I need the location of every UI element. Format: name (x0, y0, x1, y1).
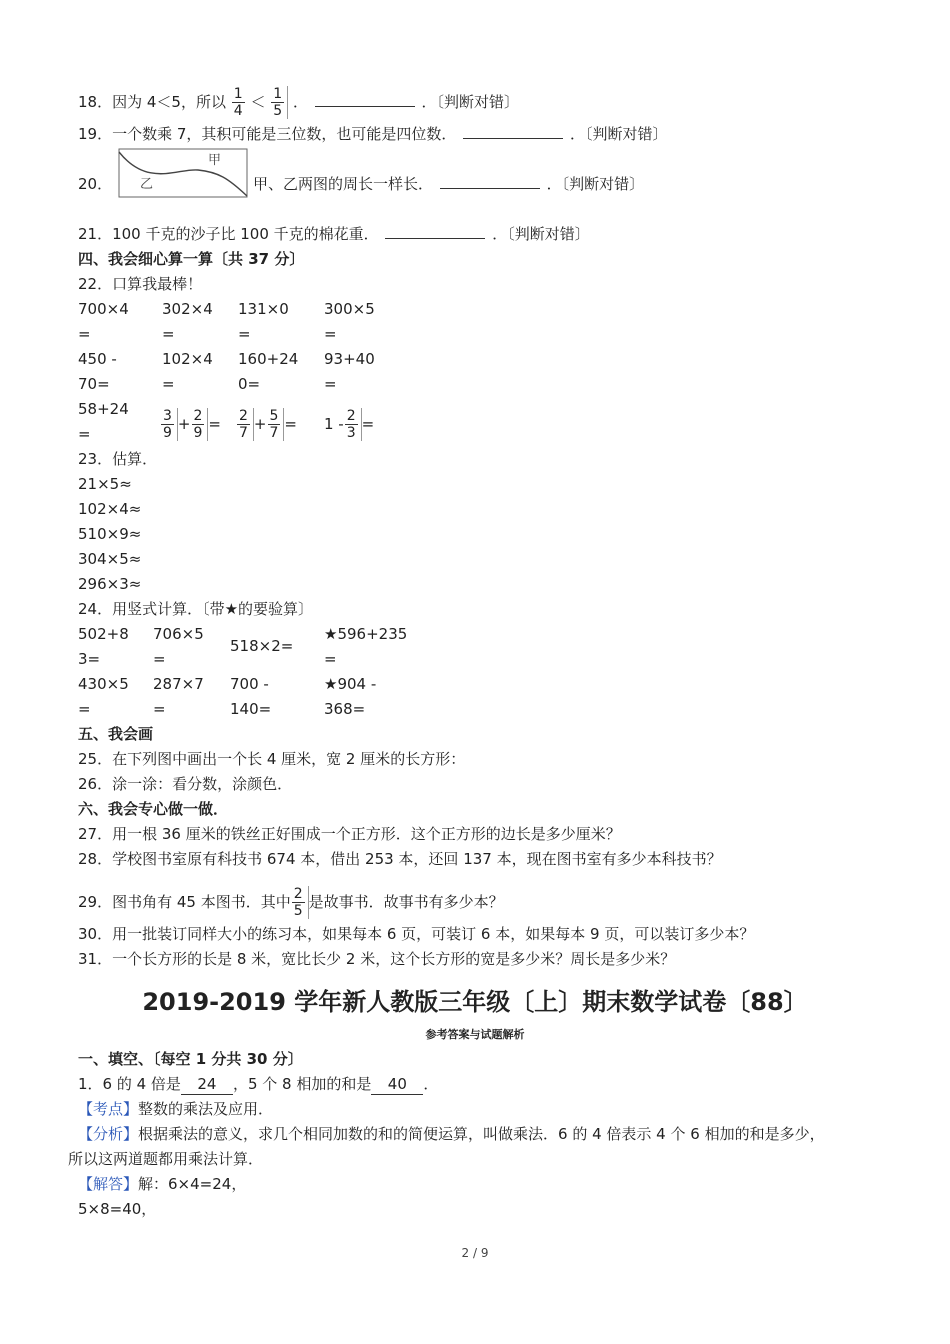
estimate-item: 296×3≈ (78, 575, 142, 593)
question-20-text: 甲、乙两图的周长一样长． ．〔判断对错〕 (253, 175, 645, 193)
perimeter-figure (118, 148, 250, 200)
jieda: 【解答】解：6×4=24， (78, 1175, 247, 1193)
calc-cell: 706×5 = (153, 625, 204, 668)
fig-label-yi: 乙 (140, 177, 154, 192)
question-30: 30．用一批装订同样大小的练习本，如果每本 6 页，可装订 6 本，如果每本 9 页，可以装订多少本？ (78, 925, 755, 943)
question-21: 21．100 千克的沙子比 100 千克的棉花重． ．〔判断对错〕 (78, 225, 590, 243)
fraction: $\frac{1}{5}$ (273, 86, 283, 119)
calc-cell: 700 - 140= (230, 675, 272, 718)
calc-cell-fraction: $\frac{3}{9}$ + $\frac{2}{9}$ = (160, 408, 221, 441)
fig-label-jia: 甲 (208, 153, 222, 168)
answer-1: 1．6 的 4 倍是 24 ，5 个 8 相加的和是 40 ． (78, 1075, 439, 1093)
calc-cell-fraction: $\frac{2}{7}$ + $\frac{5}{7}$ = (236, 408, 297, 441)
question-18: 18．因为 4＜5，所以 $\frac{1}{4}$ ＜ $\frac{1}{5}$ ． ．〔判断对错〕 (78, 86, 520, 119)
calc-cell: 450 - 70= (78, 350, 117, 393)
calc-cell-fraction: 1 - $\frac{2}{3}$ = (324, 408, 375, 441)
question-19: 19．一个数乘 7，其积可能是三位数，也可能是四位数． ．〔判断对错〕 (78, 125, 668, 143)
question-26: 26．涂一涂：看分数，涂颜色． (78, 775, 293, 793)
calc-cell: 302×4 = (162, 300, 213, 343)
q24-title: 24．用竖式计算．〔带★的要验算〕 (78, 600, 314, 618)
calc-cell: 131×0 = (238, 300, 289, 343)
calc-cell: 430×5 = (78, 675, 129, 718)
calc-cell: ★904 - 368= (324, 675, 377, 718)
calc-cell: ★596+235 = (324, 625, 408, 668)
answer-subtitle: 参考答案与试题解析 (425, 1028, 525, 1041)
page-number: 2 / 9 (461, 1246, 489, 1260)
question-20: 20． (78, 175, 113, 193)
calc-cell: 300×5 = (324, 300, 375, 343)
q22-title: 22．口算我最棒！ (78, 275, 203, 293)
question-29: 29．图书角有 45 本图书．其中 $\frac{2}{5}$ 是故事书．故事书有多少本？ (78, 886, 504, 919)
calc-cell: 287×7 = (153, 675, 204, 718)
question-27: 27．用一根 36 厘米的铁丝正好围成一个正方形．这个正方形的边长是多少厘米？ (78, 825, 621, 843)
answer-blank[interactable] (315, 92, 415, 107)
section-5-heading: 五、我会画 (78, 725, 154, 743)
fraction: $\frac{1}{4}$ (233, 86, 243, 119)
estimate-item: 102×4≈ (78, 500, 142, 518)
calc-cell: 700×4 = (78, 300, 129, 343)
calc-cell: 502+8 3= (78, 625, 129, 668)
estimate-item: 304×5≈ (78, 550, 142, 568)
question-28: 28．学校图书室原有科技书 674 本，借出 253 本，还回 137 本，现在图书室有多少本科技书？ (78, 850, 722, 868)
section-4-heading: 四、我会细心算一算〔共 37 分〕 (78, 250, 305, 268)
answer-blank[interactable] (385, 224, 485, 239)
fenxi-cont: 所以这两道题都用乘法计算． (68, 1150, 264, 1168)
estimate-item: 510×9≈ (78, 525, 142, 543)
calc-cell: 102×4 = (162, 350, 213, 393)
kaodian: 【考点】整数的乘法及应用． (78, 1100, 274, 1118)
answer-blank[interactable] (463, 124, 563, 139)
estimate-item: 21×5≈ (78, 475, 132, 493)
section-1-heading: 一、填空、〔每空 1 分共 30 分〕 (78, 1050, 303, 1068)
calc-cell: 160+24 0= (238, 350, 299, 393)
calc-cell: 93+40 = (324, 350, 375, 393)
answer-blank[interactable] (440, 174, 540, 189)
q18-text: 18．因为 4＜5，所以 (78, 93, 226, 111)
answer-title: 2019-2019 学年新人教版三年级〔上〕期末数学试卷〔88〕 (142, 988, 808, 1016)
calc-cell: 518×2= (230, 637, 294, 655)
fenxi: 【分析】根据乘法的意义，求几个相同加数的和的简便运算，叫做乘法．6 的 4 倍表示 4 个 6 相加的和是多少， (78, 1125, 825, 1143)
section-6-heading: 六、我会专心做一做． (78, 800, 229, 818)
q23-title: 23．估算． (78, 450, 158, 468)
calc-cell: 58+24 = (78, 400, 129, 443)
question-25: 25．在下列图中画出一个长 4 厘米，宽 2 厘米的长方形： (78, 750, 466, 768)
question-31: 31．一个长方形的长是 8 米，宽比长少 2 米，这个长方形的宽是多少米？周长是多少米？ (78, 950, 676, 968)
jieda-cont: 5×8=40， (78, 1200, 157, 1218)
